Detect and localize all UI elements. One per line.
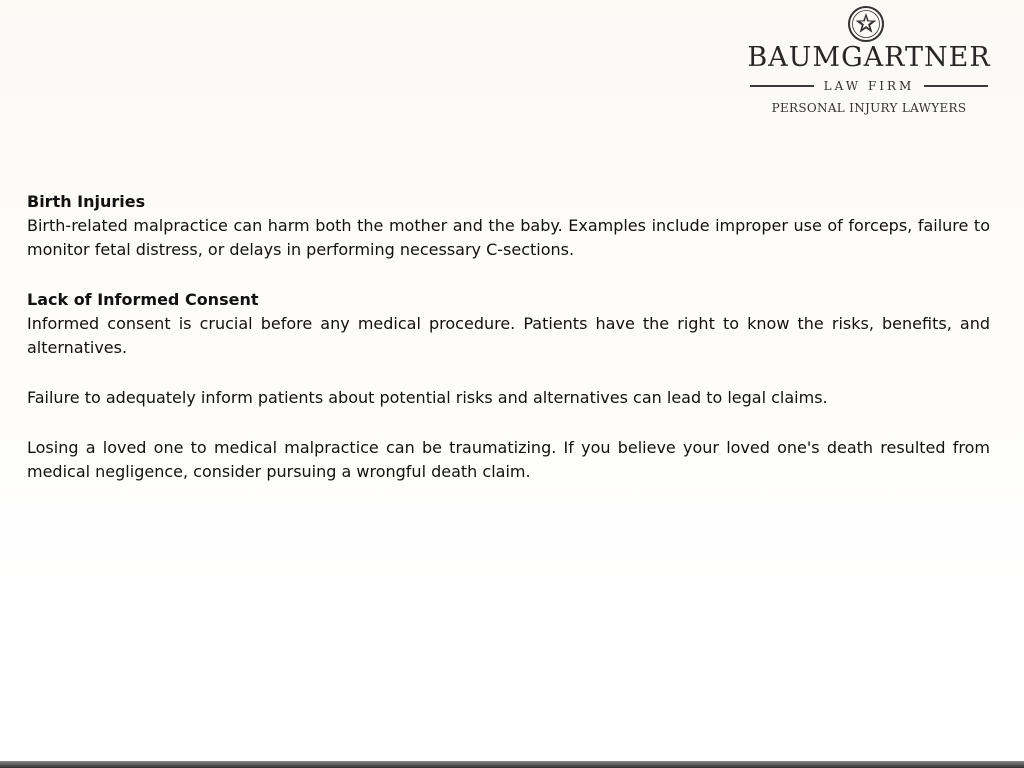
- section-paragraph: Informed consent is crucial before any medical procedure. Patients have the right to know the risks, benefits, and alternatives.: [27, 314, 990, 357]
- section-paragraph: Failure to adequately inform patients about potential risks and alternatives can lead to legal claims.: [27, 388, 828, 407]
- section-wrongful-death: [27, 436, 990, 484]
- firm-logo: [724, 0, 1014, 125]
- section-paragraph: Losing a loved one to medical malpractice can be traumatizing. If you believe your loved one's death resulted from medical negligence, consider pursuing a wrongful death claim.: [27, 438, 990, 481]
- section-heading: Birth Injuries: [27, 192, 146, 211]
- article-body: [27, 190, 990, 510]
- divider: [924, 85, 988, 87]
- section-birth-injuries: [27, 190, 990, 262]
- bottom-bar: [0, 761, 1024, 768]
- divider: [750, 85, 814, 87]
- star-seal-icon: [846, 4, 886, 44]
- firm-name: BAUMGARTNER: [747, 42, 991, 73]
- firm-subtitle: LAW FIRM: [823, 79, 915, 93]
- firm-tagline: PERSONAL INJURY LAWYERS: [771, 101, 967, 115]
- section-heading: Lack of Informed Consent: [27, 290, 259, 309]
- firm-subtitle-row: [724, 78, 1014, 94]
- section-inform-failure: [27, 386, 990, 410]
- section-informed-consent: [27, 288, 990, 360]
- section-paragraph: Birth-related malpractice can harm both the mother and the baby. Examples include improper use of forceps, failure to monitor fetal distress, or delays in performing necessary C-sections.: [27, 216, 990, 259]
